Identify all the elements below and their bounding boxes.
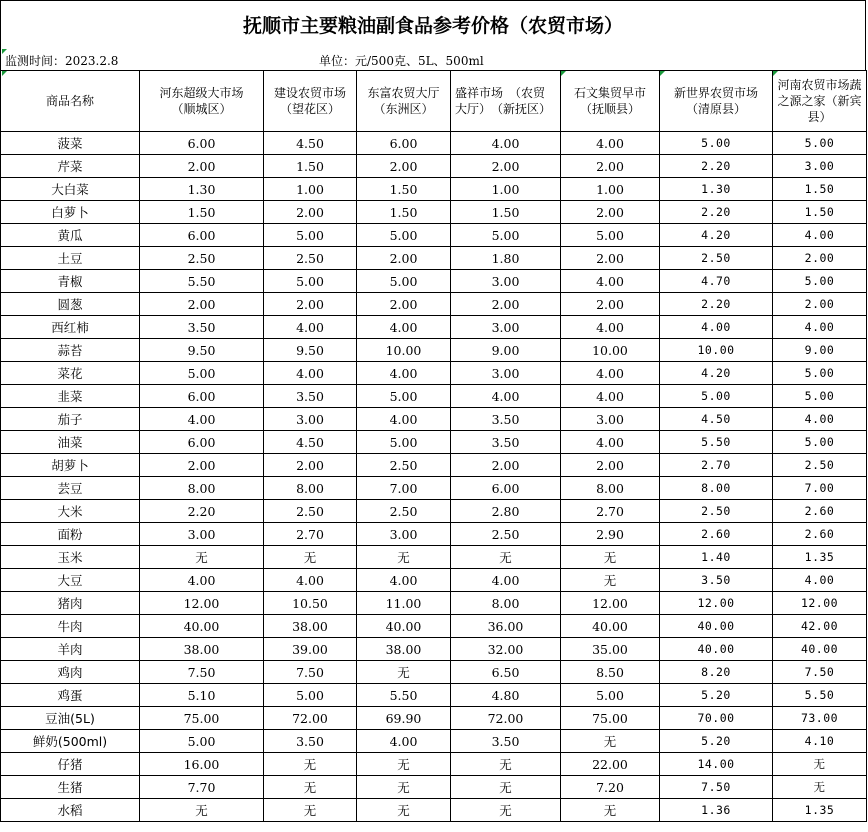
price-cell: 1.00 [451,178,561,201]
price-cell: 2.00 [140,293,264,316]
price-cell: 3.00 [451,362,561,385]
price-cell: 5.00 [451,224,561,247]
header-market-3: 东富农贸大厅（东洲区） [357,71,451,132]
price-cell: 72.00 [451,707,561,730]
price-cell: 无 [561,569,660,592]
price-cell: 2.00 [357,247,451,270]
table-row [1,707,867,730]
product-name-cell: 青椒 [1,270,140,293]
price-cell: 2.50 [357,454,451,477]
price-cell: 1.50 [773,201,867,224]
price-cell: 2.00 [451,454,561,477]
table-row [1,178,867,201]
price-cell: 12.00 [561,592,660,615]
price-cell: 无 [140,546,264,569]
price-cell: 2.00 [561,155,660,178]
price-cell: 2.20 [660,201,773,224]
price-cell: 无 [357,661,451,684]
price-cell: 6.00 [140,431,264,454]
price-cell: 3.50 [660,569,773,592]
price-cell: 4.00 [451,385,561,408]
price-cell: 2.00 [773,247,867,270]
price-cell: 5.50 [357,684,451,707]
price-cell: 8.00 [660,477,773,500]
header-product: 商品名称 [1,71,140,132]
price-cell: 73.00 [773,707,867,730]
price-cell: 4.00 [561,362,660,385]
price-cell: 75.00 [561,707,660,730]
price-cell: 无 [264,776,357,799]
price-cell: 8.00 [264,477,357,500]
price-cell: 4.00 [561,316,660,339]
price-cell: 5.50 [773,684,867,707]
price-cell: 5.00 [773,362,867,385]
price-cell: 4.00 [561,270,660,293]
price-cell: 2.70 [561,500,660,523]
header-market-4: 盛祥市场 （农贸大厅） （新抚区） [451,71,561,132]
price-cell: 4.00 [357,730,451,753]
table-row [1,408,867,431]
price-cell: 2.60 [773,523,867,546]
price-cell: 2.00 [561,201,660,224]
table-row [1,201,867,224]
product-name-cell: 羊肉 [1,638,140,661]
price-cell: 3.50 [451,431,561,454]
price-cell: 9.50 [264,339,357,362]
price-cell: 12.00 [140,592,264,615]
price-cell: 4.50 [660,408,773,431]
price-cell: 1.50 [140,201,264,224]
product-name-cell: 白萝卜 [1,201,140,224]
price-cell: 4.00 [773,316,867,339]
price-cell: 6.00 [451,477,561,500]
product-name-cell: 鸡肉 [1,661,140,684]
price-cell: 12.00 [773,592,867,615]
price-cell: 9.00 [451,339,561,362]
price-cell: 2.50 [264,247,357,270]
product-name-cell: 水稻 [1,799,140,822]
price-cell: 2.00 [561,247,660,270]
table-row [1,569,867,592]
table-row [1,224,867,247]
price-cell: 3.50 [451,730,561,753]
price-cell: 3.00 [773,155,867,178]
product-name-cell: 牛肉 [1,615,140,638]
product-name-cell: 茄子 [1,408,140,431]
product-name-cell: 面粉 [1,523,140,546]
price-cell: 2.00 [357,293,451,316]
header-market-6: 新世界农贸市场（清原县） [660,71,773,132]
monitor-date: 监测时间：2023.2.8 [5,54,119,68]
product-name-cell: 油菜 [1,431,140,454]
price-cell: 8.00 [140,477,264,500]
product-name-cell: 黄瓜 [1,224,140,247]
price-cell: 3.50 [264,385,357,408]
product-name-cell: 圆葱 [1,293,140,316]
price-cell: 1.35 [773,546,867,569]
product-name-cell: 韭菜 [1,385,140,408]
price-cell: 无 [264,546,357,569]
header-market-7: 河南农贸市场蔬之源之家（新宾县） [773,71,867,132]
price-cell: 4.00 [357,362,451,385]
table-row [1,592,867,615]
price-cell: 2.00 [264,293,357,316]
header-market-2: 建设农贸市场（望花区） [264,71,357,132]
price-cell: 1.80 [451,247,561,270]
table-row [1,684,867,707]
price-cell: 4.00 [140,408,264,431]
cell-marker-icon [2,71,7,76]
price-cell: 3.00 [357,523,451,546]
price-cell: 3.00 [561,408,660,431]
table-title: 抚顺市主要粮油副食品参考价格（农贸市场） [0,0,866,48]
price-cell: 4.00 [561,132,660,155]
price-cell: 1.50 [264,155,357,178]
price-cell: 2.60 [660,523,773,546]
table-row [1,155,867,178]
price-cell: 7.50 [773,661,867,684]
price-cell: 3.00 [140,523,264,546]
product-name-cell: 大米 [1,500,140,523]
price-cell: 2.00 [561,454,660,477]
price-cell: 8.50 [561,661,660,684]
product-name-cell: 豆油(5L) [1,707,140,730]
price-cell: 8.00 [451,592,561,615]
table-row [1,661,867,684]
price-cell: 12.00 [660,592,773,615]
price-cell: 38.00 [264,615,357,638]
table-row [1,523,867,546]
header-market-1: 河东超级大市场（顺城区） [140,71,264,132]
price-cell: 4.00 [561,385,660,408]
price-cell: 2.00 [451,155,561,178]
product-name-cell: 土豆 [1,247,140,270]
price-cell: 6.00 [140,385,264,408]
price-cell: 40.00 [561,615,660,638]
price-cell: 无 [451,546,561,569]
price-cell: 2.50 [357,500,451,523]
price-cell: 4.00 [264,569,357,592]
table-row [1,270,867,293]
product-name-cell: 菜花 [1,362,140,385]
price-cell: 2.00 [140,155,264,178]
product-name-cell: 生猪 [1,776,140,799]
table-row [1,546,867,569]
price-cell: 5.00 [264,270,357,293]
cell-marker-icon [773,71,778,76]
table-row [1,385,867,408]
table-row [1,638,867,661]
price-cell: 39.00 [264,638,357,661]
price-cell: 40.00 [357,615,451,638]
price-cell: 5.50 [660,431,773,454]
price-cell: 32.00 [451,638,561,661]
price-cell: 5.00 [140,730,264,753]
cell-marker-icon [2,49,7,54]
price-cell: 2.00 [264,201,357,224]
price-cell: 72.00 [264,707,357,730]
price-cell: 无 [561,730,660,753]
price-cell: 无 [357,546,451,569]
product-name-cell: 玉米 [1,546,140,569]
price-cell: 2.60 [773,500,867,523]
product-name-cell: 芸豆 [1,477,140,500]
price-cell: 4.70 [660,270,773,293]
price-cell: 1.40 [660,546,773,569]
price-cell: 7.50 [140,661,264,684]
price-cell: 6.00 [357,132,451,155]
price-cell: 2.20 [660,155,773,178]
table-row [1,776,867,799]
price-cell: 无 [140,799,264,822]
price-cell: 4.00 [357,316,451,339]
price-cell: 1.00 [561,178,660,201]
table-row [1,362,867,385]
price-cell: 无 [451,799,561,822]
price-cell: 40.00 [660,638,773,661]
price-cell: 4.50 [264,132,357,155]
price-cell: 7.70 [140,776,264,799]
product-name-cell: 蒜苔 [1,339,140,362]
price-cell: 10.00 [357,339,451,362]
price-cell: 1.00 [264,178,357,201]
price-cell: 7.50 [660,776,773,799]
price-cell: 4.00 [357,408,451,431]
price-cell: 无 [357,753,451,776]
price-cell: 2.70 [264,523,357,546]
price-cell: 无 [357,799,451,822]
price-cell: 75.00 [140,707,264,730]
price-cell: 7.00 [357,477,451,500]
price-cell: 5.00 [561,684,660,707]
price-cell: 4.00 [773,224,867,247]
product-name-cell: 芹菜 [1,155,140,178]
price-cell: 4.00 [451,132,561,155]
price-cell: 4.20 [660,362,773,385]
price-cell: 10.00 [561,339,660,362]
price-cell: 5.00 [357,270,451,293]
product-name-cell: 仔猪 [1,753,140,776]
table-row [1,454,867,477]
price-cell: 40.00 [140,615,264,638]
price-cell: 2.50 [660,500,773,523]
price-cell: 8.20 [660,661,773,684]
product-name-cell: 大豆 [1,569,140,592]
product-name-cell: 胡萝卜 [1,454,140,477]
price-cell: 1.35 [773,799,867,822]
table-row [1,431,867,454]
price-cell: 40.00 [660,615,773,638]
price-cell: 3.50 [140,316,264,339]
price-cell: 4.00 [357,569,451,592]
price-cell: 10.00 [660,339,773,362]
price-cell: 4.00 [264,316,357,339]
price-cell: 5.20 [660,730,773,753]
cell-marker-icon [561,71,566,76]
price-cell: 5.00 [561,224,660,247]
table-row [1,615,867,638]
price-cell: 2.00 [451,293,561,316]
price-cell: 5.00 [357,431,451,454]
price-cell: 5.00 [357,385,451,408]
price-cell: 7.00 [773,477,867,500]
price-cell: 4.00 [451,569,561,592]
price-cell: 5.00 [773,132,867,155]
product-name-cell: 鸡蛋 [1,684,140,707]
price-cell: 6.00 [140,132,264,155]
price-cell: 4.00 [773,408,867,431]
table-row [1,316,867,339]
product-name-cell: 大白菜 [1,178,140,201]
price-cell: 42.00 [773,615,867,638]
price-cell: 无 [773,776,867,799]
table-row [1,247,867,270]
price-cell: 16.00 [140,753,264,776]
price-cell: 2.80 [451,500,561,523]
table-row [1,132,867,155]
product-name-cell: 菠菜 [1,132,140,155]
price-cell: 9.50 [140,339,264,362]
price-cell: 7.20 [561,776,660,799]
price-cell: 7.50 [264,661,357,684]
table-row [1,730,867,753]
price-cell: 5.20 [660,684,773,707]
price-cell: 4.00 [773,569,867,592]
price-cell: 5.00 [773,270,867,293]
price-cell: 1.30 [660,178,773,201]
price-cell: 69.90 [357,707,451,730]
price-cell: 38.00 [357,638,451,661]
table-row [1,477,867,500]
price-cell: 无 [451,776,561,799]
price-cell: 3.00 [451,316,561,339]
price-cell: 3.50 [264,730,357,753]
price-cell: 2.00 [140,454,264,477]
table-row [1,339,867,362]
price-cell: 70.00 [660,707,773,730]
meta-row [0,48,866,70]
price-cell: 4.00 [264,362,357,385]
table-row [1,500,867,523]
price-cell: 5.10 [140,684,264,707]
price-cell: 4.00 [660,316,773,339]
price-cell: 5.50 [140,270,264,293]
price-cell: 2.90 [561,523,660,546]
price-cell: 4.80 [451,684,561,707]
price-cell: 无 [773,753,867,776]
header-market-5: 石文集贸早市（抚顺县） [561,71,660,132]
price-cell: 无 [357,776,451,799]
unit-label: 单位：元/500克、5L、500ml [319,54,484,68]
price-cell: 3.00 [264,408,357,431]
price-cell: 2.70 [660,454,773,477]
price-cell: 5.00 [140,362,264,385]
price-cell: 2.00 [773,293,867,316]
price-cell: 无 [561,546,660,569]
price-cell: 35.00 [561,638,660,661]
price-cell: 38.00 [140,638,264,661]
price-cell: 5.00 [773,431,867,454]
price-cell: 2.50 [773,454,867,477]
price-cell: 14.00 [660,753,773,776]
table-row [1,753,867,776]
price-cell: 8.00 [561,477,660,500]
price-cell: 2.00 [264,454,357,477]
price-cell: 2.50 [451,523,561,546]
table-row [1,799,867,822]
price-cell: 1.30 [140,178,264,201]
price-cell: 3.00 [451,270,561,293]
price-cell: 2.00 [357,155,451,178]
price-cell: 5.00 [357,224,451,247]
price-cell: 2.20 [660,293,773,316]
price-cell: 6.00 [140,224,264,247]
price-cell: 11.00 [357,592,451,615]
price-cell: 1.50 [357,201,451,224]
price-cell: 5.00 [660,132,773,155]
price-cell: 2.00 [561,293,660,316]
price-cell: 36.00 [451,615,561,638]
price-cell: 2.50 [140,247,264,270]
product-name-cell: 西红柿 [1,316,140,339]
price-cell: 4.10 [773,730,867,753]
price-cell: 5.00 [660,385,773,408]
price-cell: 9.00 [773,339,867,362]
price-cell: 22.00 [561,753,660,776]
price-cell: 无 [264,799,357,822]
price-cell: 4.20 [660,224,773,247]
cell-marker-icon [660,71,665,76]
price-cell: 2.50 [660,247,773,270]
price-cell: 4.00 [561,431,660,454]
price-cell: 1.50 [451,201,561,224]
price-cell: 无 [264,753,357,776]
price-cell: 4.00 [140,569,264,592]
price-cell: 2.20 [140,500,264,523]
price-cell: 3.50 [451,408,561,431]
price-cell: 6.50 [451,661,561,684]
price-cell: 10.50 [264,592,357,615]
product-name-cell: 猪肉 [1,592,140,615]
price-cell: 40.00 [773,638,867,661]
header-row [1,71,867,132]
price-cell: 无 [451,753,561,776]
price-cell: 2.50 [264,500,357,523]
table-row [1,293,867,316]
price-cell: 1.50 [773,178,867,201]
price-cell: 4.50 [264,431,357,454]
price-cell: 5.00 [264,684,357,707]
price-cell: 1.50 [357,178,451,201]
price-cell: 5.00 [264,224,357,247]
price-cell: 5.00 [773,385,867,408]
price-cell: 1.36 [660,799,773,822]
price-table [0,70,867,822]
price-cell: 无 [561,799,660,822]
product-name-cell: 鲜奶(500ml) [1,730,140,753]
